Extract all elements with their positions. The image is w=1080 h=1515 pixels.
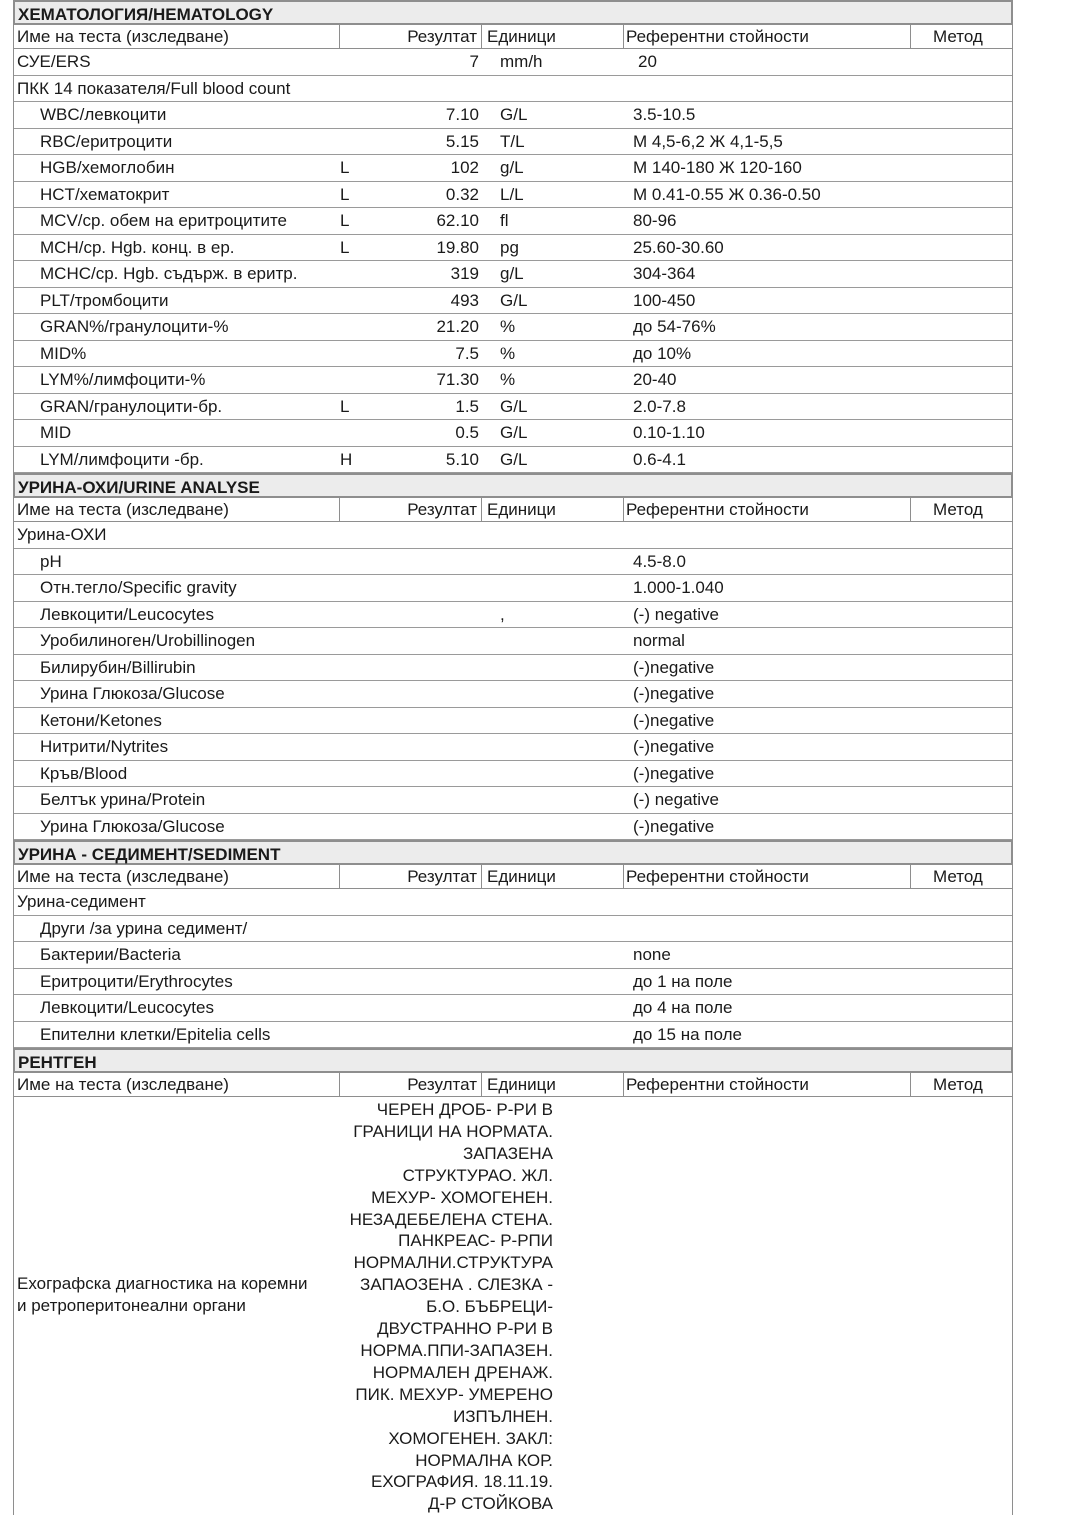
col-units-header: Единици (487, 27, 556, 46)
test-name: GRAN%/гранулоцити-% (40, 317, 229, 336)
unit-value: L/L (500, 184, 524, 204)
col-result-header: Резултат (407, 867, 477, 886)
flag-indicator: L (340, 158, 350, 177)
flag-indicator: L (340, 396, 350, 416)
group-cbc (14, 76, 1012, 103)
table-row (14, 628, 1012, 655)
table-row (14, 655, 1012, 682)
unit-value: % (500, 343, 516, 363)
test-name: pH (40, 551, 62, 571)
test-name: LYM/лимфоцити -бр. (40, 449, 204, 469)
test-name: Урина Глюкоза/Glucose (40, 816, 225, 836)
test-name: Ехографска диагностика на коремни и ретроперитонеални органи (17, 1274, 308, 1315)
table-row (14, 129, 1012, 156)
unit-value: % (500, 317, 516, 336)
test-name: Бактерии/Bacteria (40, 945, 181, 964)
table-row (14, 549, 1012, 576)
reference-value: (-)negative (633, 763, 715, 783)
table-row (14, 916, 1012, 943)
col-reference-header: Референтни стойности (626, 1075, 809, 1094)
lab-report (13, 0, 1013, 1515)
test-name: Нитрити/Nytrites (40, 737, 169, 756)
group-label: Урина-седимент (17, 892, 146, 911)
reference-value: 2.0-7.8 (633, 396, 686, 416)
table-row (14, 261, 1012, 288)
column-header-row (14, 865, 1012, 889)
col-reference-header: Референтни стойности (626, 27, 809, 46)
col-name-header: Име на теста (изследване) (17, 867, 229, 886)
reference-value: none (633, 945, 671, 964)
table-row (14, 708, 1012, 735)
table-row (14, 969, 1012, 996)
col-method-header: Метод (933, 500, 983, 519)
reference-value: (-)negative (633, 737, 715, 756)
result-value: 0.5 (455, 423, 479, 442)
unit-value: g/L (500, 158, 524, 177)
test-name: Кетони/Ketones (40, 710, 162, 730)
reference-value: до 54-76% (633, 317, 716, 336)
reference-value: 80-96 (633, 211, 677, 230)
group-urine (14, 522, 1012, 549)
reference-value: M 4,5-6,2 Ж 4,1-5,5 (633, 131, 783, 151)
test-name: HCT/хематокрит (40, 184, 170, 204)
unit-value: % (500, 370, 516, 389)
col-name-header: Име на теста (изследване) (17, 1075, 229, 1094)
test-name: MID (40, 423, 72, 442)
table-row (14, 787, 1012, 814)
reference-value: до 4 на поле (633, 998, 733, 1017)
table-row (14, 314, 1012, 341)
test-name: Еритроцити/Erythrocytes (40, 971, 233, 991)
reference-value: 20 (638, 52, 657, 71)
reference-value: M 140-180 Ж 120-160 (633, 158, 802, 177)
section-urine: УРИНА-ОХИ/URINE ANALYSE (13, 473, 1013, 498)
table-row (14, 49, 1012, 76)
table-row (14, 367, 1012, 394)
unit-value: G/L (500, 396, 528, 416)
reference-value: 4.5-8.0 (633, 551, 686, 571)
table-row (14, 394, 1012, 421)
result-value: 71.30 (436, 370, 479, 389)
table-row (14, 288, 1012, 315)
unit-value: mm/h (500, 52, 543, 71)
result-value: 21.20 (436, 317, 479, 336)
col-units-header: Единици (487, 500, 556, 519)
test-name: MID% (40, 343, 87, 363)
flag-indicator: L (340, 237, 350, 257)
col-method-header: Метод (933, 27, 983, 46)
reference-value: (-) negative (633, 604, 719, 624)
section-hematology: ХЕМАТОЛОГИЯ/HEMATOLOGY (13, 0, 1013, 25)
table-row (14, 447, 1012, 474)
reference-value: 25.60-30.60 (633, 237, 724, 257)
col-units-header: Единици (487, 1075, 556, 1094)
unit-value: G/L (500, 105, 528, 124)
result-value: 62.10 (436, 211, 479, 230)
column-header-row (14, 1073, 1012, 1097)
result-value: 102 (450, 158, 479, 177)
reference-value: 3.5-10.5 (633, 105, 696, 124)
reference-value: 304-364 (633, 264, 696, 283)
column-header-row (14, 25, 1012, 49)
test-name: PLT/тромбоцити (40, 290, 169, 310)
flag-indicator: L (340, 211, 350, 230)
result-value: ЧЕРЕН ДРОБ- Р-РИ В ГРАНИЦИ НА НОРМАТА. ЗАПАЗЕНА СТРУКТУРАО. ЖЛ. МЕХУР- ХОМОГЕНЕН. НЕЗАДЕБЕЛЕНА СТЕНА. ПАНКРЕАС- Р-РПИ НОРМАЛНИ.СТРУКТУРА ЗАПАОЗЕНА . СЛЕЗКА - Б.О. БЪБРЕЦИ- ДВУСТРАННО Р-РИ В НОРМА.ППИ-ЗАПАЗЕН. НОРМАЛЕН ДРЕНАЖ. ПИК. МЕХУР- УМЕРЕНО ИЗПЪЛНЕН. ХОМОГЕНЕН. ЗАКЛ: НОРМАЛНА КОР. ЕХОГРАФИЯ. 18.11.19. Д-Р СТОЙКОВА (349, 1100, 553, 1514)
test-name: Кръв/Blood (40, 763, 128, 783)
table-row (14, 814, 1012, 841)
test-name: MCHC/ср. Hgb. съдърж. в еритр. (40, 264, 298, 283)
table-row (14, 155, 1012, 182)
test-name: Други /за урина седимент/ (40, 918, 248, 938)
table-row (14, 420, 1012, 447)
test-name: MCV/ср. обем на еритроцитите (40, 211, 287, 230)
unit-value: G/L (500, 423, 528, 442)
column-header-row (14, 498, 1012, 522)
group-label: ПКК 14 показателя/Full blood count (17, 78, 291, 98)
test-name: Уробилиноген/Urobillinogen (40, 631, 256, 650)
reference-value: 20-40 (633, 370, 677, 389)
group-sediment (14, 889, 1012, 916)
ultrasound-row (14, 1097, 1012, 1515)
table-row (14, 208, 1012, 235)
table-row (14, 1022, 1012, 1049)
group-label: Урина-ОХИ (17, 525, 107, 544)
table-row (14, 761, 1012, 788)
col-result-header: Резултат (407, 1075, 477, 1094)
test-name: HGB/хемоглобин (40, 158, 175, 177)
col-method-header: Метод (933, 867, 983, 886)
test-name: LYM%/лимфоцити-% (40, 370, 206, 389)
table-row (14, 235, 1012, 262)
reference-value: 100-450 (633, 290, 696, 310)
table-row (14, 602, 1012, 629)
col-result-header: Резултат (407, 27, 477, 46)
result-value: 493 (450, 290, 479, 310)
col-reference-header: Референтни стойности (626, 500, 809, 519)
section-xray: РЕНТГЕН (13, 1048, 1013, 1073)
result-value: 7.10 (445, 105, 479, 124)
table-row (14, 942, 1012, 969)
reference-value: 0.10-1.10 (633, 423, 705, 442)
test-name: Левкоцити/Leucocytes (40, 998, 214, 1017)
reference-value: (-)negative (633, 684, 715, 703)
result-value: 19.80 (436, 237, 479, 257)
result-value: 1.5 (455, 396, 479, 416)
reference-value: 1.000-1.040 (633, 578, 724, 597)
test-name: Белтък урина/Protein (40, 790, 206, 809)
reference-value: (-)negative (633, 710, 715, 730)
unit-value: g/L (500, 264, 524, 283)
result-value: 7 (469, 52, 479, 71)
col-reference-header: Референтни стойности (626, 867, 809, 886)
flag-indicator: H (340, 449, 353, 469)
test-name: СУЕ/ERS (17, 52, 91, 71)
table-row (14, 734, 1012, 761)
section-sediment: УРИНА - СЕДИМЕНТ/SEDIMENT (13, 840, 1013, 865)
result-value: 5.10 (445, 449, 479, 469)
test-name: Епителни клетки/Epitelia cells (40, 1024, 271, 1044)
unit-value: G/L (500, 290, 528, 310)
unit-value: pg (500, 237, 519, 257)
col-name-header: Име на теста (изследване) (17, 27, 229, 46)
reference-value: (-) negative (633, 790, 719, 809)
test-name: WBC/левкоцити (40, 105, 167, 124)
unit-value: G/L (500, 449, 528, 469)
result-value: 5.15 (445, 131, 479, 151)
table-row (14, 995, 1012, 1022)
unit-value: , (500, 604, 505, 624)
reference-value: M 0.41-0.55 Ж 0.36-0.50 (633, 184, 821, 204)
table-row (14, 102, 1012, 129)
reference-value: normal (633, 631, 685, 650)
test-name: Отн.тегло/Specific gravity (40, 578, 237, 597)
col-units-header: Единици (487, 867, 556, 886)
unit-value: fl (500, 211, 509, 230)
test-name: MCH/ср. Hgb. конц. в ер. (40, 237, 235, 257)
table-row (14, 681, 1012, 708)
result-value: 0.32 (445, 184, 479, 204)
test-name: Левкоцити/Leucocytes (40, 604, 214, 624)
test-name: RBC/еритроцити (40, 131, 173, 151)
reference-value: до 15 на поле (633, 1024, 742, 1044)
result-value: 7.5 (455, 343, 479, 363)
table-row (14, 341, 1012, 368)
col-result-header: Резултат (407, 500, 477, 519)
reference-value: (-)negative (633, 816, 715, 836)
test-name: GRAN/гранулоцити-бр. (40, 396, 223, 416)
col-name-header: Име на теста (изследване) (17, 500, 229, 519)
result-value: 319 (450, 264, 479, 283)
table-row (14, 575, 1012, 602)
reference-value: (-)negative (633, 657, 715, 677)
test-name: Билирубин/Billirubin (40, 657, 196, 677)
col-method-header: Метод (933, 1075, 983, 1094)
reference-value: до 1 на поле (633, 971, 733, 991)
test-name: Урина Глюкоза/Glucose (40, 684, 225, 703)
flag-indicator: L (340, 184, 350, 204)
reference-value: 0.6-4.1 (633, 449, 686, 469)
unit-value: T/L (500, 131, 525, 151)
reference-value: до 10% (633, 343, 692, 363)
table-row (14, 182, 1012, 209)
